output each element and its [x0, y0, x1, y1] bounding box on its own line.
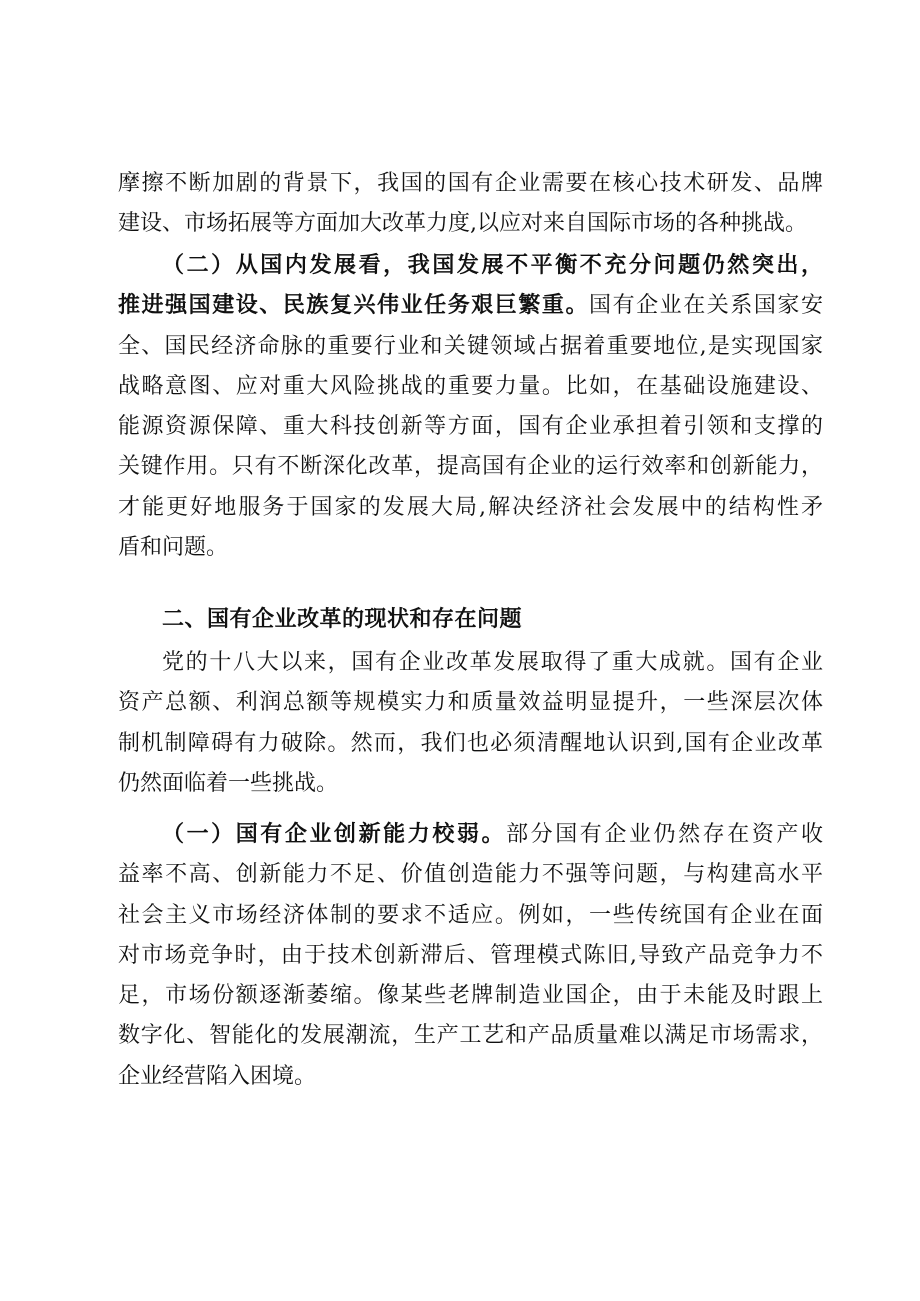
paragraph-line: 能源资源保障、重大科技创新等方面，国有企业承担着引领和支撑的 — [118, 414, 823, 440]
paragraph-text: 部分国有企业仍然存在资产收 — [506, 822, 823, 847]
paragraph-line: 社会主义市场经济体制的要求不适应。例如，一些传统国有企业在面 — [118, 902, 823, 928]
paragraph-line: 盾和问题。 — [118, 535, 229, 561]
paragraph-line: 才能更好地服务于国家的发展大局,解决经济社会发展中的结构性矛 — [118, 494, 823, 520]
paragraph-line: 关键作用。只有不断深化改革，提高国有企业的运行效率和创新能力， — [118, 454, 823, 480]
paragraph-line: 摩擦不断加剧的背景下，我国的国有企业需要在核心技术研发、品牌 — [118, 171, 823, 196]
section-heading-text: 二、国有企业改革的现状和存在问题 — [162, 607, 523, 632]
paragraph-line: 足，市场份额逐渐萎缩。像某些老牌制造业国企，由于未能及时跟上 — [118, 983, 823, 1009]
paragraph-bold-lead: （一）国有企业创新能力校弱。 — [162, 822, 507, 847]
paragraph-line: 对市场竞争时，由于技术创新滞后、管理模式陈旧,导致产品竞争力不 — [118, 942, 823, 968]
paragraph-line — [118, 815, 823, 855]
paragraph-line: 全、国民经济命脉的重要行业和关键领域占据着重要地位,是实现国家 — [118, 333, 823, 359]
paragraph-1 — [118, 164, 823, 245]
paragraph-line: 益率不高、创新能力不足、价值创造能力不强等问题，与构建高水平 — [118, 862, 823, 888]
section-heading — [118, 600, 823, 640]
paragraph-line — [118, 286, 823, 326]
paragraph-line: 资产总额、利润总额等规模实力和质量效益明显提升，一些深层次体 — [118, 690, 823, 716]
paragraph-text: 国有企业在关系国家安 — [589, 293, 823, 319]
paragraph-line: 党的十八大以来，国有企业改革发展取得了重大成就。国有企业 — [162, 650, 823, 675]
paragraph-3 — [118, 643, 823, 804]
paragraph-line: 建设、市场拓展等方面加大改革力度,以应对来自国际市场的各种挑战。 — [118, 211, 807, 237]
paragraph-bold-lead: 推进强国建设、民族复兴伟业任务艰巨繁重。 — [118, 293, 590, 319]
paragraph-line: 仍然面临着一些挑战。 — [118, 770, 339, 796]
paragraph-4 — [118, 815, 823, 1097]
paragraph-line: 企业经营陷入困境。 — [118, 1063, 317, 1089]
paragraph-line: 战略意图、应对重大风险挑战的重要力量。比如，在基础设施建设、 — [118, 373, 823, 399]
paragraph-2 — [118, 246, 823, 568]
paragraph-line: 数字化、智能化的发展潮流，生产工艺和产品质量难以满足市场需求， — [118, 1023, 823, 1049]
paragraph-line: 制机制障碍有力破除。然而，我们也必须清醒地认识到,国有企业改革 — [118, 730, 823, 756]
paragraph-bold-lead: （二）从国内发展看，我国发展不平衡不充分问题仍然突出， — [162, 253, 823, 278]
